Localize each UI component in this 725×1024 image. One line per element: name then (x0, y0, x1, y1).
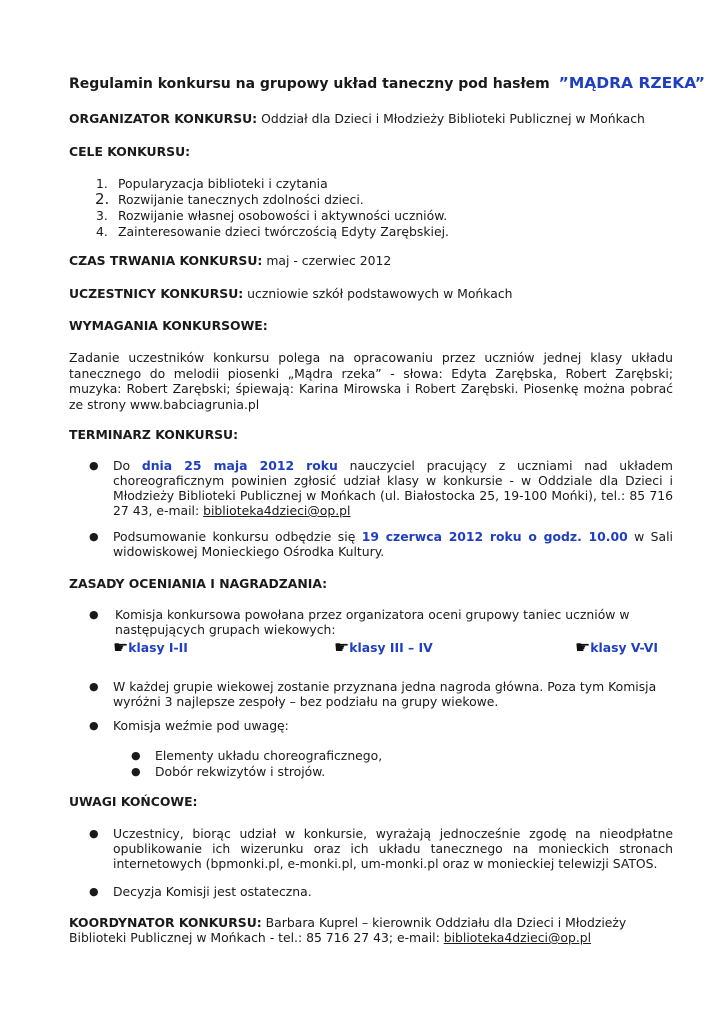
schedule-item-text (113, 529, 673, 559)
duration-section (69, 253, 673, 268)
schedule-post: nauczyciel pracujący z uczniami nad układem choreograficznym powinien zgłosić udział klasy w konkursie - w Oddziale dla Dzieci i Młodzieży Biblioteki Publicznej w Mońkach (ul. Białostocka 25, 19-100 Mońki), tel.: 85 716 27 43, e-mail: (113, 458, 673, 518)
schedule-pre: Do (113, 458, 131, 473)
bullet-icon: ● (89, 530, 99, 543)
organizer-value: Oddział dla Dzieci i Młodzieży Biblioteki Publicznej w Mońkach (261, 111, 645, 126)
goal-item (69, 176, 673, 192)
rules-item-prizes (69, 679, 673, 709)
rules-item-text: Komisja weźmie pod uwagę: (113, 718, 289, 733)
pointing-hand-icon: ☛ (575, 638, 591, 658)
bullet-icon: ● (89, 885, 99, 898)
schedule-item-text (113, 458, 673, 518)
schedule-item-summary (69, 529, 673, 559)
goal-item (69, 224, 673, 240)
rules-label: ZASADY OCENIANIA I NAGRADZANIA: (69, 576, 328, 591)
final-label: UWAGI KOŃCOWE: (69, 794, 198, 809)
goal-item (69, 208, 673, 224)
final-item-decision (69, 884, 673, 899)
schedule-pre: Podsumowanie konkursu odbędzie się (113, 529, 356, 544)
final-item-text: Decyzja Komisji jest ostateczna. (113, 884, 312, 899)
pointing-hand-icon: ☛ (113, 638, 129, 658)
age-group (113, 640, 188, 656)
goal-text: Popularyzacja biblioteki i czytania (118, 176, 328, 191)
goal-number: 3. (96, 208, 108, 223)
goals-label: CELE KONKURSU: (69, 144, 191, 159)
bullet-icon: ● (131, 765, 141, 778)
requirements-label: WYMAGANIA KONKURSOWE: (69, 318, 268, 333)
coordinator-section (69, 915, 673, 945)
registration-deadline: dnia 25 maja 2012 roku (141, 458, 338, 473)
requirements-text: Zadanie uczestników konkursu polega na opracowaniu przez uczniów jednej klasy układu tanecznego do melodii piosenki „Mądra rzeka” - słowa: Edyta Zarębska, Robert Zarębski; muzyka: Robert Zarębski; śpiewają: Karina Mirowska i Robert Zarębski. Piosenkę można pobrać ze strony www.babciagrunia.pl (69, 350, 673, 412)
criteria-text: Elementy układu choreograficznego, (155, 748, 383, 763)
coordinator-value: Barbara Kuprel – kierownik Oddziału dla Dzieci i Młodzieży Biblioteki Publicznej w Mońkach - tel.: 85 716 27 43; e-mail: (69, 915, 627, 945)
rules-item-text: Komisja konkursowa powołana przez organizatora oceni grupowy taniec uczniów w następujących grupach wiekowych: (115, 607, 630, 637)
goal-text: Zainteresowanie dzieci twórczością Edyty Zarębskiej. (118, 224, 449, 239)
age-group-label: klasy I-II (128, 640, 188, 655)
rules-item-text: W każdej grupie wiekowej zostanie przyznana jedna nagroda główna. Poza tym Komisja wyróżni 3 najlepsze zespoły – bez podziału na grupy wiekowe. (113, 679, 657, 709)
organizer-label: ORGANIZATOR KONKURSU: (69, 111, 258, 126)
criteria-text: Dobór rekwizytów i strojów. (155, 764, 326, 779)
participants-value: uczniowie szkół podstawowych w Mońkach (247, 286, 513, 301)
bullet-icon: ● (89, 608, 99, 621)
final-item-consent (69, 826, 673, 871)
age-group-label: klasy V-VI (590, 640, 658, 655)
bullet-icon: ● (89, 680, 99, 693)
coordinator-label: KOORDYNATOR KONKURSU: (69, 915, 262, 930)
goals-list (69, 176, 673, 240)
schedule-item-registration (69, 458, 673, 518)
age-group (575, 640, 658, 656)
title-prefix: Regulamin konkursu na grupowy układ taneczny pod hasłem (69, 76, 550, 92)
goal-number: 2. (95, 190, 110, 208)
summary-date: 19 czerwca 2012 roku o godz. 10.00 (361, 529, 628, 544)
schedule-label: TERMINARZ KONKURSU: (69, 427, 239, 442)
coordinator-email-link[interactable]: biblioteka4dzieci@op.pl (443, 930, 592, 945)
document-title (69, 76, 705, 92)
rules-item-commission (69, 607, 673, 637)
goal-number: 1. (96, 176, 108, 191)
rules-item-criteria (69, 718, 673, 733)
goal-text: Rozwijanie własnej osobowości i aktywności uczniów. (118, 208, 448, 223)
goal-text: Rozwijanie tanecznych zdolności dzieci. (118, 192, 364, 207)
participants-section (69, 286, 673, 301)
criteria-item (131, 748, 671, 763)
bullet-icon: ● (89, 459, 99, 472)
criteria-item (131, 764, 671, 779)
bullet-icon: ● (89, 719, 99, 732)
title-highlight: ”MĄDRA RZEKA” (558, 74, 705, 92)
schedule-post: w Sali widowiskowej Monieckiego Ośrodka Kultury. (113, 529, 673, 559)
duration-value: maj - czerwiec 2012 (266, 253, 392, 268)
duration-label: CZAS TRWANIA KONKURSU: (69, 253, 263, 268)
goal-item (69, 192, 673, 208)
goal-number: 4. (96, 224, 108, 239)
pointing-hand-icon: ☛ (334, 638, 350, 658)
email-link[interactable]: biblioteka4dzieci@op.pl (203, 503, 351, 518)
participants-label: UCZESTNICY KONKURSU: (69, 286, 244, 301)
final-item-text: Uczestnicy, biorąc udział w konkursie, wyrażają jednocześnie zgodę na nieodpłatne opublikowanie ich wizerunku oraz ich układu tanecznego na monieckich stronach internetowych (bpmonki.pl, e-monki.pl, um-monki.pl oraz w monieckiej telewizji SATOS. (113, 826, 673, 871)
age-group (334, 640, 433, 656)
age-groups (113, 640, 673, 662)
age-group-label: klasy III – IV (349, 640, 433, 655)
bullet-icon: ● (89, 827, 99, 840)
bullet-icon: ● (131, 749, 141, 762)
organizer-section (69, 111, 673, 126)
